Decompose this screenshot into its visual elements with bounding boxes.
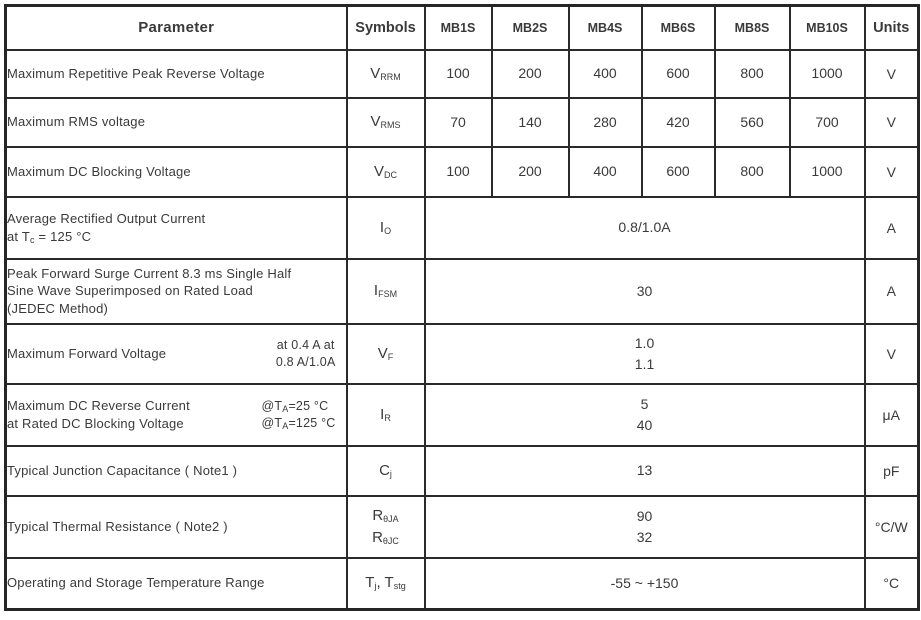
header-model-mb2s: MB2S bbox=[492, 6, 569, 50]
symbol-cell bbox=[347, 50, 425, 98]
value-cell: 600 bbox=[642, 50, 715, 98]
row-ifsm bbox=[6, 259, 919, 324]
param-lines: Maximum DC Reverse Current at Rated DC Blocking Voltage bbox=[7, 397, 190, 431]
value-span-cell: -55 ~ +150 bbox=[425, 558, 865, 610]
symbol-cell bbox=[347, 259, 425, 324]
value-cell: 800 bbox=[715, 50, 790, 98]
row-io bbox=[6, 197, 919, 259]
row-vrms bbox=[6, 98, 919, 147]
unit-cell: V bbox=[865, 147, 919, 197]
value-cell: 400 bbox=[569, 147, 642, 197]
value-cell: 1000 bbox=[790, 147, 865, 197]
value-cell: 600 bbox=[642, 147, 715, 197]
param-cell bbox=[6, 259, 347, 324]
header-model-mb6s: MB6S bbox=[642, 6, 715, 50]
param-line: Peak Forward Surge Current 8.3 ms Single Half bbox=[7, 265, 292, 281]
value-cell: 280 bbox=[569, 98, 642, 147]
row-rth bbox=[6, 496, 919, 558]
param-cell: Typical Junction Capacitance ( Note1 ) bbox=[6, 446, 347, 496]
value-cell: 100 bbox=[425, 147, 492, 197]
header-row bbox=[6, 6, 919, 50]
param-cell: Operating and Storage Temperature Range bbox=[6, 558, 347, 610]
value-cell: 560 bbox=[715, 98, 790, 147]
unit-cell: °C bbox=[865, 558, 919, 610]
header-model-mb1s: MB1S bbox=[425, 6, 492, 50]
header-parameter: Parameter bbox=[6, 6, 347, 50]
value-line: 40 bbox=[636, 416, 653, 433]
header-units: Units bbox=[865, 6, 919, 50]
unit-cell: V bbox=[865, 98, 919, 147]
value-line: 90 bbox=[636, 507, 653, 524]
symbol-base: I bbox=[373, 282, 379, 300]
param-label: Maximum Forward Voltage bbox=[7, 345, 167, 361]
symbol-line: $R_{\theta JA}$ bbox=[372, 506, 399, 524]
value-span-cell bbox=[425, 324, 865, 384]
row-cj bbox=[6, 446, 919, 496]
unit-cell: μA bbox=[865, 384, 919, 446]
symbol-sub: RRM bbox=[380, 71, 401, 82]
header-model-mb8s: MB8S bbox=[715, 6, 790, 50]
symbol-sub: F bbox=[387, 351, 394, 362]
symbol-cell: $T_j$, $T_{stg}$ bbox=[347, 558, 425, 610]
header-model-mb4s: MB4S bbox=[569, 6, 642, 50]
symbol-cell bbox=[347, 197, 425, 259]
value-span-cell: 0.8/1.0A bbox=[425, 197, 865, 259]
symbol-base: V bbox=[373, 162, 384, 180]
param-cell: Maximum Repetitive Peak Reverse Voltage bbox=[6, 50, 347, 98]
param-cell: Maximum RMS voltage bbox=[6, 98, 347, 147]
symbol-base: V bbox=[370, 64, 381, 82]
value-line: 1.0 bbox=[634, 334, 655, 351]
value-span-cell bbox=[425, 496, 865, 558]
row-vf bbox=[6, 324, 919, 384]
symbol-sub: RMS bbox=[380, 120, 401, 131]
symbol-cell bbox=[347, 446, 425, 496]
test-conditions: $@T_A=25$ °C $@T_A=125$ °C bbox=[261, 398, 336, 431]
value-cell: 700 bbox=[790, 98, 865, 147]
header-model-mb10s: MB10S bbox=[790, 6, 865, 50]
symbol-cell bbox=[347, 98, 425, 147]
value-cell: 200 bbox=[492, 147, 569, 197]
row-tstg bbox=[6, 558, 919, 610]
param-cell bbox=[6, 324, 347, 384]
unit-cell: V bbox=[865, 50, 919, 98]
value-line: 1.1 bbox=[634, 355, 655, 372]
param-line: Sine Wave Superimposed on Rated Load bbox=[7, 283, 253, 299]
value-line: 32 bbox=[636, 528, 653, 545]
value-span-cell bbox=[425, 384, 865, 446]
param-cell bbox=[6, 197, 347, 259]
symbol-sub: j bbox=[389, 468, 392, 479]
value-line: 5 bbox=[640, 395, 649, 412]
value-cell: 1000 bbox=[790, 50, 865, 98]
symbol-base: I bbox=[380, 405, 385, 423]
unit-cell: pF bbox=[865, 446, 919, 496]
symbol-line: $R_{\theta JC}$ bbox=[372, 528, 399, 546]
value-cell: 800 bbox=[715, 147, 790, 197]
symbol-base: V bbox=[370, 113, 381, 131]
row-vdc bbox=[6, 147, 919, 197]
symbol-cell bbox=[347, 147, 425, 197]
value-cell: 140 bbox=[492, 98, 569, 147]
unit-cell: V bbox=[865, 324, 919, 384]
param-line: Average Rectified Output Current bbox=[7, 210, 206, 226]
param-line: (JEDEC Method) bbox=[7, 300, 109, 316]
param-cell: Maximum DC Blocking Voltage bbox=[6, 147, 347, 197]
row-ir bbox=[6, 384, 919, 446]
value-span-cell: 30 bbox=[425, 259, 865, 324]
value-span-cell: 13 bbox=[425, 446, 865, 496]
ratings-table bbox=[4, 4, 920, 611]
header-symbols: Symbols bbox=[347, 6, 425, 50]
test-conditions: at 0.4 A at 0.8 A/1.0A bbox=[275, 337, 336, 369]
symbol-sub: DC bbox=[384, 169, 397, 180]
unit-cell: A bbox=[865, 197, 919, 259]
symbol-sub: FSM bbox=[378, 289, 398, 300]
unit-cell: °C/W bbox=[865, 496, 919, 558]
param-cell bbox=[6, 384, 347, 446]
symbol-sub: O bbox=[384, 225, 392, 236]
symbol-base: V bbox=[377, 344, 388, 362]
value-cell: 400 bbox=[569, 50, 642, 98]
symbol-cell bbox=[347, 324, 425, 384]
row-vrrm bbox=[6, 50, 919, 98]
symbol-cell bbox=[347, 496, 425, 558]
symbol-base: C bbox=[379, 461, 390, 479]
value-cell: 100 bbox=[425, 50, 492, 98]
value-cell: 200 bbox=[492, 50, 569, 98]
symbol-base: I bbox=[379, 218, 385, 236]
symbol-sub: R bbox=[384, 412, 391, 423]
value-cell: 70 bbox=[425, 98, 492, 147]
unit-cell: A bbox=[865, 259, 919, 324]
param-cell: Typical Thermal Resistance ( Note2 ) bbox=[6, 496, 347, 558]
symbol-cell bbox=[347, 384, 425, 446]
value-cell: 420 bbox=[642, 98, 715, 147]
param-line: at $T_c = 125$ °C bbox=[7, 228, 92, 245]
